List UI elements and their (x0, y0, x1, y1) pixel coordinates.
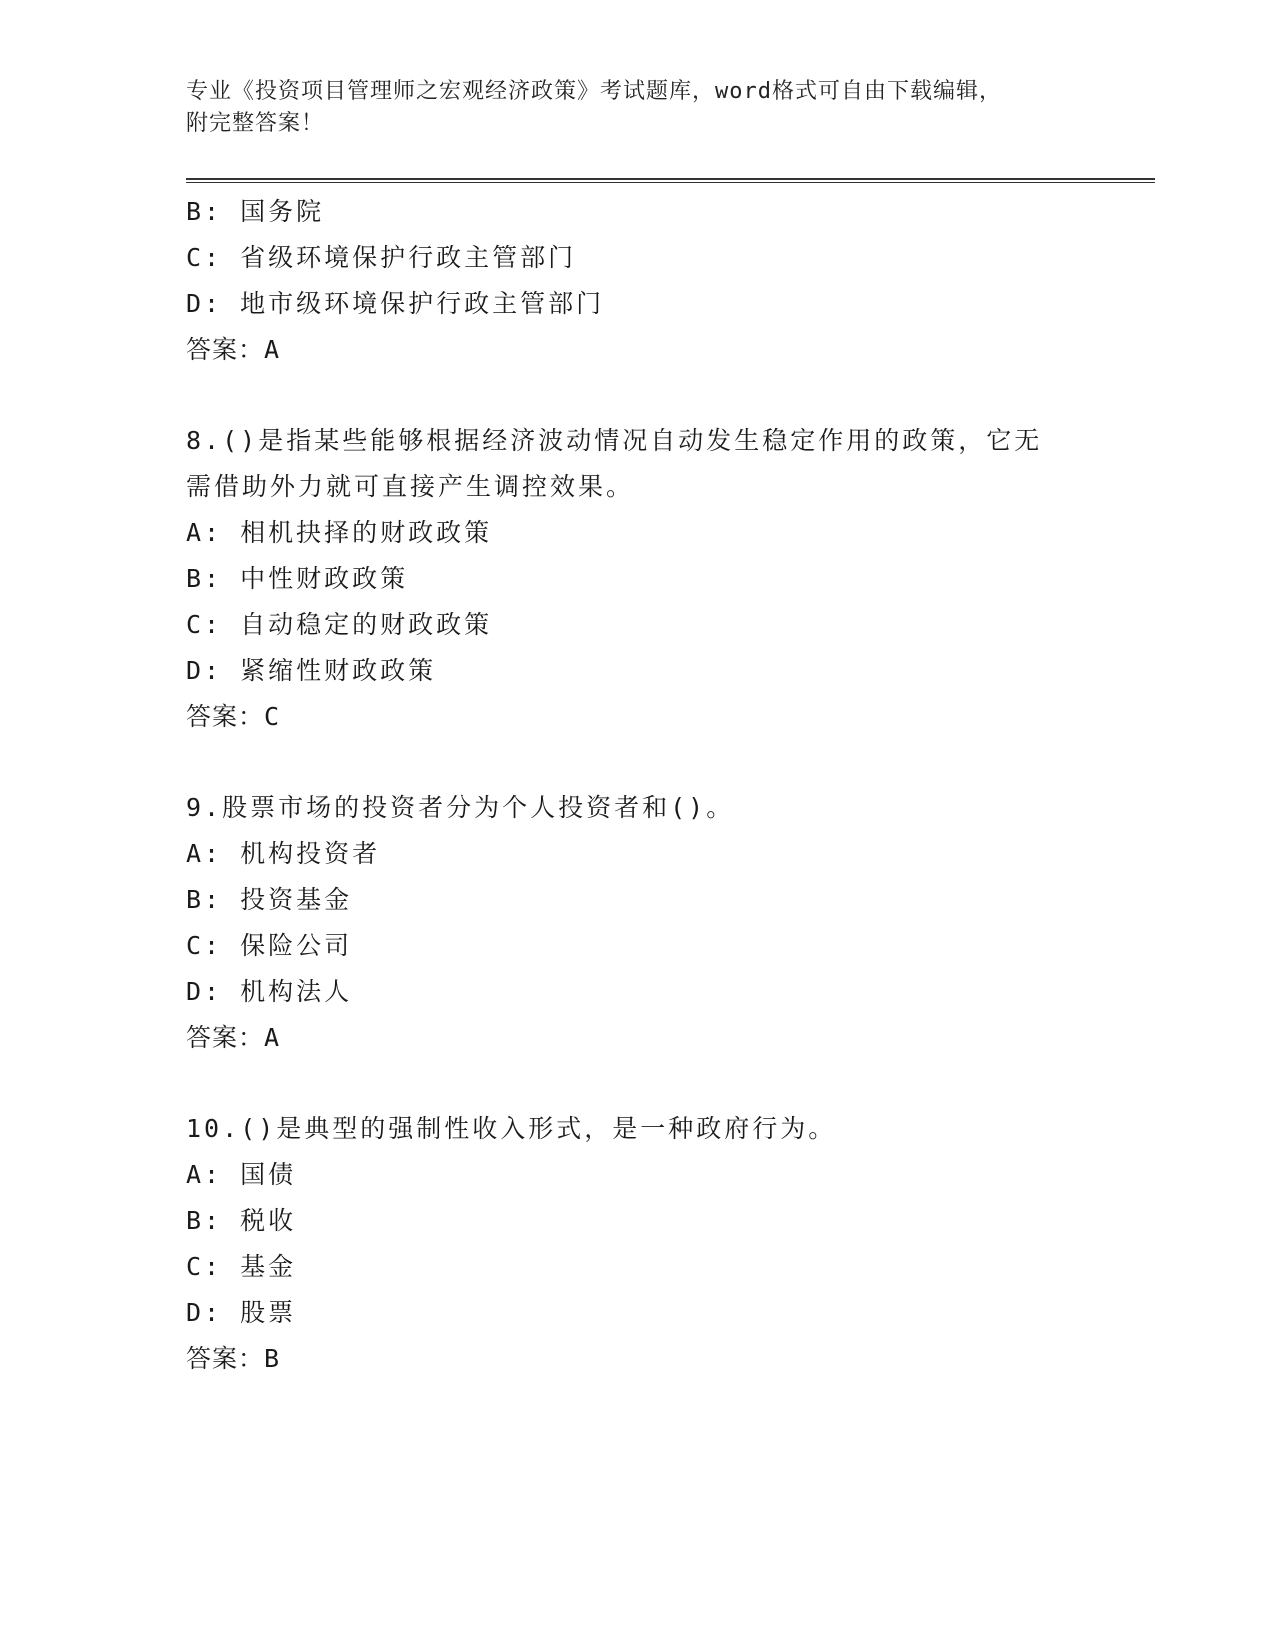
answer: 答案：C (186, 702, 281, 731)
option-c: C: 基金 (186, 1252, 297, 1281)
option-c: C: 保险公司 (186, 931, 353, 960)
question-10 (186, 1106, 1155, 1382)
question-7-continued (186, 189, 1155, 373)
question-8 (186, 418, 1155, 740)
answer: 答案：B (186, 1344, 281, 1373)
option-d: D: 机构法人 (186, 977, 353, 1006)
question-stem-line: 9.股票市场的投资者分为个人投资者和()。 (186, 793, 735, 822)
option-c: C: 省级环境保护行政主管部门 (186, 243, 577, 272)
header-line-1: 专业《投资项目管理师之宏观经济政策》考试题库，word格式可自由下载编辑， (186, 79, 1002, 104)
question-stem-line: 需借助外力就可直接产生调控效果。 (186, 472, 635, 501)
question-list (186, 189, 1155, 1382)
option-c: C: 自动稳定的财政政策 (186, 610, 493, 639)
header-divider (186, 178, 1155, 183)
option-d: D: 地市级环境保护行政主管部门 (186, 289, 605, 318)
option-d: D: 股票 (186, 1298, 297, 1327)
answer: 答案：A (186, 1023, 281, 1052)
document-header (186, 76, 1066, 140)
option-a: A: 相机抉择的财政政策 (186, 518, 493, 547)
question-stem-line: 8.()是指某些能够根据经济波动情况自动发生稳定作用的政策，它无 (186, 426, 1043, 455)
option-b: B: 投资基金 (186, 885, 353, 914)
option-b: B: 中性财政政策 (186, 564, 409, 593)
header-line-2: 附完整答案！ (186, 111, 325, 136)
answer: 答案：A (186, 335, 281, 364)
option-d: D: 紧缩性财政政策 (186, 656, 437, 685)
question-9 (186, 785, 1155, 1061)
option-a: A: 机构投资者 (186, 839, 381, 868)
option-b: B: 税收 (186, 1206, 297, 1235)
question-stem-line: 10.()是典型的强制性收入形式，是一种政府行为。 (186, 1114, 837, 1143)
option-b: B: 国务院 (186, 197, 325, 226)
option-a: A: 国债 (186, 1160, 297, 1189)
